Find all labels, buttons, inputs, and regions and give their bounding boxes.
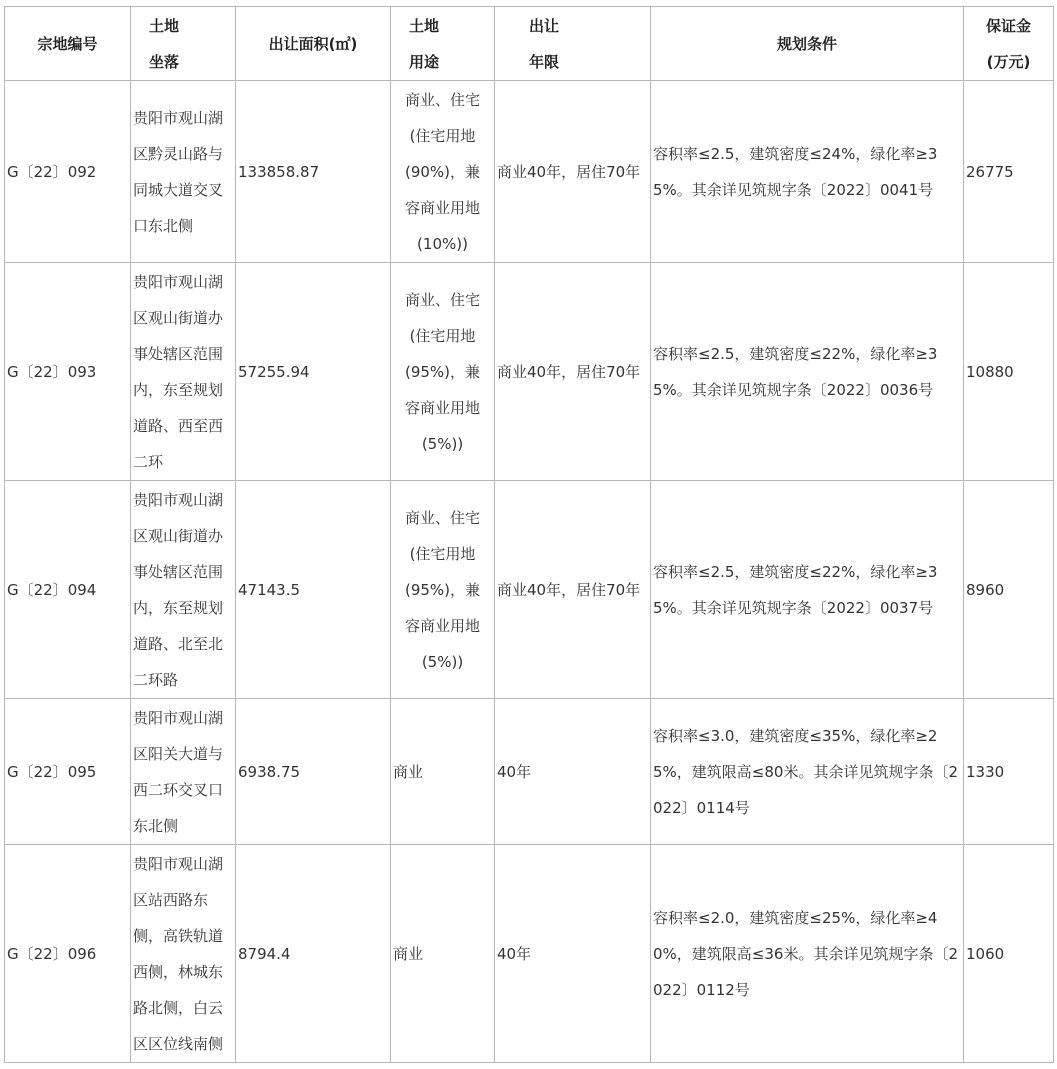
table-row xyxy=(5,81,1054,263)
cell-use-line: (5%)) xyxy=(421,652,464,671)
cell-conditions: 容积率≤2.0，建筑密度≤25%，绿化率≥40%，建筑限高≤36米。其余详见筑规字条〔2022〕0112号 xyxy=(651,845,964,1063)
cell-deposit: 10880 xyxy=(964,263,1054,481)
cell-location: 贵阳市观山湖区站西路东侧，高铁轨道西侧，林城东路北侧，白云区区位线南侧 xyxy=(131,845,236,1063)
header-term xyxy=(495,7,651,81)
table-row xyxy=(5,481,1054,699)
cell-use-line: (5%)) xyxy=(421,434,464,453)
cell-use-line: 商业、住宅 xyxy=(404,508,480,527)
header-id: 宗地编号 xyxy=(5,7,131,81)
cell-use-line: (90%)，兼 xyxy=(404,162,481,181)
cell-conditions: 容积率≤2.5，建筑密度≤22%，绿化率≥35%。其余详见筑规字条〔2022〕0036号 xyxy=(651,263,964,481)
table-row xyxy=(5,263,1054,481)
cell-use-line: 容商业用地 xyxy=(404,198,480,217)
cell-deposit: 8960 xyxy=(964,481,1054,699)
cell-conditions: 容积率≤3.0，建筑密度≤35%，绿化率≥25%，建筑限高≤80米。其余详见筑规字条〔2022〕0114号 xyxy=(651,699,964,845)
header-location xyxy=(131,7,236,81)
header-row xyxy=(5,7,1054,81)
cell-conditions: 容积率≤2.5，建筑密度≤22%，绿化率≥35%。其余详见筑规字条〔2022〕0037号 xyxy=(651,481,964,699)
cell-use-line: (95%)，兼 xyxy=(404,580,481,599)
header-deposit-line2: (万元) xyxy=(986,52,1031,71)
cell-deposit: 26775 xyxy=(964,81,1054,263)
cell-use xyxy=(391,845,495,1063)
header-deposit xyxy=(964,7,1054,81)
land-auction-table xyxy=(4,6,1054,1063)
header-use-line1: 土地 xyxy=(409,16,440,35)
header-location-line2: 坐落 xyxy=(149,52,180,71)
header-location-line1: 土地 xyxy=(149,16,180,35)
cell-use-line: 商业 xyxy=(393,762,424,781)
header-use-line2: 用途 xyxy=(409,52,440,71)
cell-use-line: 商业、住宅 xyxy=(404,90,480,109)
header-deposit-line1: 保证金 xyxy=(985,16,1031,35)
cell-use-line: (住宅用地 xyxy=(409,326,476,345)
cell-use-line: 商业、住宅 xyxy=(404,290,480,309)
cell-term: 商业40年，居住70年 xyxy=(495,481,651,699)
cell-id: G〔22〕094 xyxy=(5,481,131,699)
cell-id: G〔22〕095 xyxy=(5,699,131,845)
cell-area: 8794.4 xyxy=(236,845,391,1063)
cell-location: 贵阳市观山湖区观山街道办事处辖区范围内，东至规划道路、北至北二环路 xyxy=(131,481,236,699)
cell-area: 47143.5 xyxy=(236,481,391,699)
header-term-line2: 年限 xyxy=(529,52,560,71)
cell-area: 57255.94 xyxy=(236,263,391,481)
cell-use-line: (住宅用地 xyxy=(409,126,476,145)
table-row xyxy=(5,699,1054,845)
cell-area: 133858.87 xyxy=(236,81,391,263)
cell-use-line: (住宅用地 xyxy=(409,544,476,563)
cell-deposit: 1330 xyxy=(964,699,1054,845)
cell-use-line: 容商业用地 xyxy=(404,616,480,635)
cell-location: 贵阳市观山湖区观山街道办事处辖区范围内，东至规划道路、西至西二环 xyxy=(131,263,236,481)
cell-location: 贵阳市观山湖区阳关大道与西二环交叉口东北侧 xyxy=(131,699,236,845)
cell-use xyxy=(391,699,495,845)
cell-deposit: 1060 xyxy=(964,845,1054,1063)
header-term-line1: 出让 xyxy=(529,16,560,35)
cell-term: 40年 xyxy=(495,845,651,1063)
cell-use xyxy=(391,81,495,263)
cell-id: G〔22〕096 xyxy=(5,845,131,1063)
cell-id: G〔22〕092 xyxy=(5,81,131,263)
cell-term: 40年 xyxy=(495,699,651,845)
cell-use-line: (10%)) xyxy=(417,234,468,253)
cell-use-line: (95%)，兼 xyxy=(404,362,481,381)
cell-location: 贵阳市观山湖区黔灵山路与同城大道交叉口东北侧 xyxy=(131,81,236,263)
cell-use-line: 商业 xyxy=(393,944,424,963)
cell-use xyxy=(391,263,495,481)
table-row xyxy=(5,845,1054,1063)
cell-area: 6938.75 xyxy=(236,699,391,845)
cell-use xyxy=(391,481,495,699)
cell-id: G〔22〕093 xyxy=(5,263,131,481)
cell-conditions: 容积率≤2.5，建筑密度≤24%，绿化率≥35%。其余详见筑规字条〔2022〕0041号 xyxy=(651,81,964,263)
header-use xyxy=(391,7,495,81)
header-area: 出让面积(㎡) xyxy=(236,7,391,81)
cell-term: 商业40年，居住70年 xyxy=(495,263,651,481)
cell-term: 商业40年，居住70年 xyxy=(495,81,651,263)
cell-use-line: 容商业用地 xyxy=(404,398,480,417)
header-conditions: 规划条件 xyxy=(651,7,964,81)
